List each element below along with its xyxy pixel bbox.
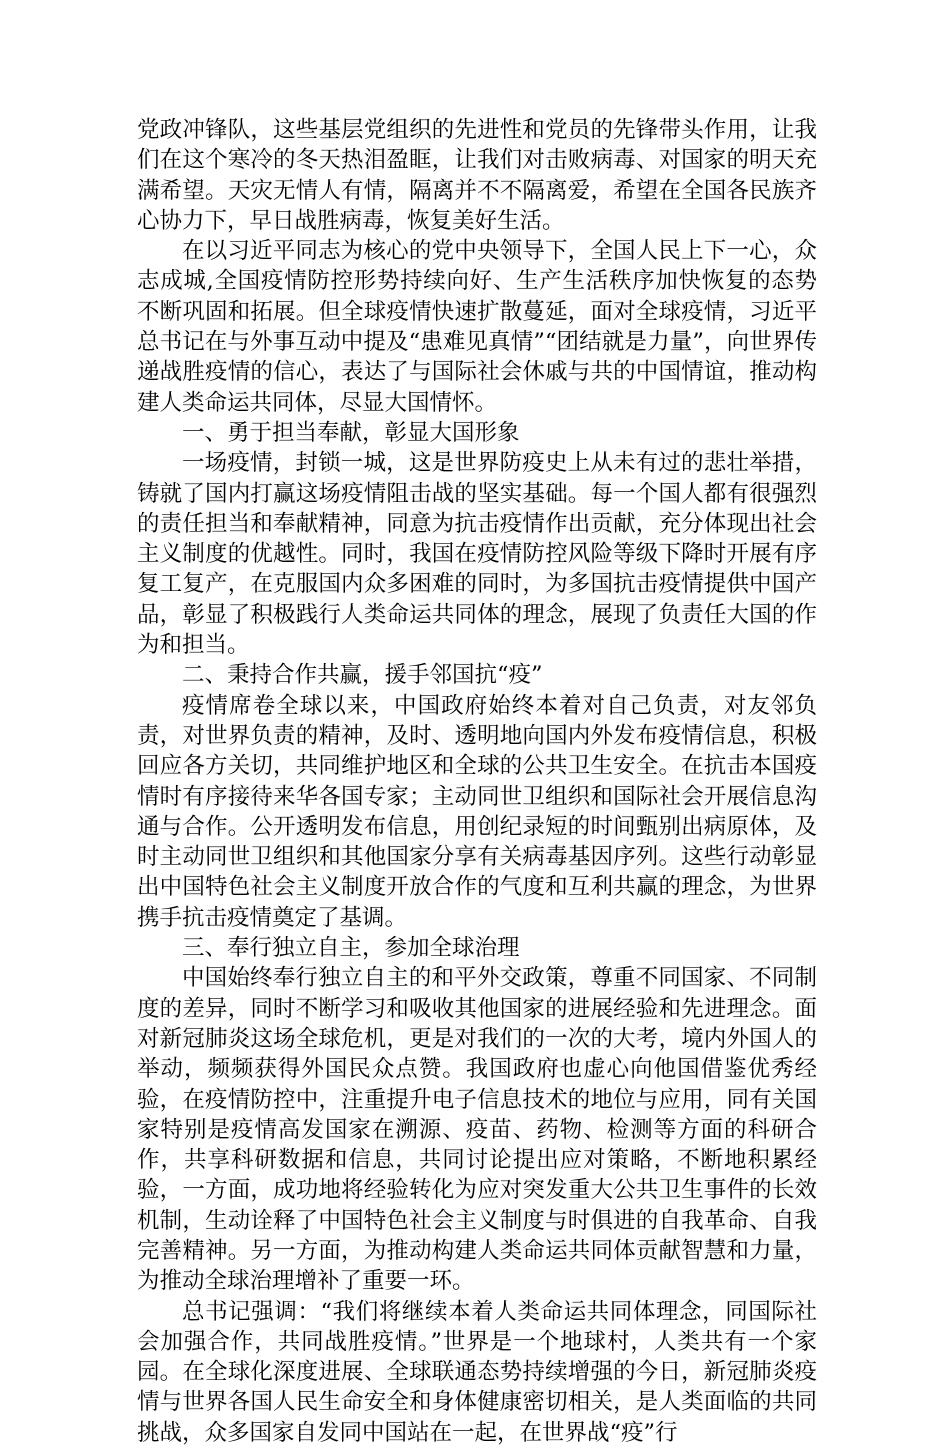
- paragraph-6: 总书记强调：“我们将继续本着人类命运共同体理念，同国际社会加强合作，共同战胜疫情。”世界是一个地球村，人类共有一个家园。在全球化深度进展、全球联通态势持续增强的今日，新冠肺炎疫情与世界各国人民生命安全和身体健康密切相关，是人类面临的共同挑战，众多国家自发同中国站在一起，在世界战“疫”行: [137, 1298, 817, 1446]
- document-body: [137, 115, 817, 1448]
- paragraph-5: 中国始终奉行独立自主的和平外交政策，尊重不同国家、不同制度的差异，同时不断学习和吸收其他国家的进展经验和先进理念。面对新冠肺炎这场全球危机，更是对我们的一次的大考，境内外国人的举动，频频获得外国民众点赞。我国政府也虚心向他国借鉴优秀经验，在疫情防控中，注重提升电子信息技术的地位与应用，同有关国家特别是疫情高发国家在溯源、疫苗、药物、检测等方面的科研合作，共享科研数据和信息，共同讨论提出应对策略，不断地积累经验，一方面，成功地将经验转化为应对突发重大公共卫生事件的长效机制，生动诠释了中国特色社会主义制度与时俱进的自我革命、自我完善精神。另一方面，为推动构建人类命运共同体贡献智慧和力量，为推动全球治理增补了重要一环。: [137, 965, 817, 1295]
- paragraph-3: 一场疫情，封锁一城，这是世界防疫史上从未有过的悲壮举措，铸就了国内打赢这场疫情阻击战的坚实基础。每一个国人都有很强烈的责任担当和奉献精神，同意为抗击疫情作出贡献，充分体现出社会主义制度的优越性。同时，我国在疫情防控风险等级下降时开展有序复工复产，在克服国内众多困难的同时，为多国抗击疫情提供中国产品，彰显了积极践行人类命运共同体的理念，展现了负责任大国的作为和担当。: [137, 450, 817, 659]
- section-heading-1: 一、勇于担当奉献，彰显大国形象: [182, 419, 520, 446]
- paragraph-2: 在以习近平同志为核心的党中央领导下，全国人民上下一心，众志成城,全国疫情防控形势持续向好、生产生活秩序加快恢复的态势不断巩固和拓展。但全球疫情快速扩散蔓延，面对全球疫情，习近平总书记在与外事互动中提及“患难见真情”“团结就是力量”，向世界传递战胜疫情的信心，表达了与国际社会休戚与共的中国情谊，推动构建人类命运共同体，尽显大国情怀。: [137, 238, 817, 416]
- paragraph-4: 疫情席卷全球以来，中国政府始终本着对自己负责，对友邻负责，对世界负责的精神，及时、透明地向国内外发布疫情信息，积极回应各方关切，共同维护地区和全球的公共卫生安全。在抗击本国疫情时有序接待来华各国专家；主动同世卫组织和国际社会开展信息沟通与合作。公开透明发布信息，用创纪录短的时间甄别出病原体，及时主动同世卫组织和其他国家分享有关病毒基因序列。这些行动彰显出中国特色社会主义制度开放合作的气度和互利共赢的理念，为世界携手抗击疫情奠定了基调。: [137, 692, 817, 931]
- section-heading-3: 三、奉行独立自主，参加全球治理: [182, 935, 520, 962]
- section-heading-2: 二、秉持合作共赢，援手邻国抗“疫”: [182, 662, 543, 689]
- paragraph-1: 党政冲锋队，这些基层党组织的先进性和党员的先锋带头作用，让我们在这个寒冷的冬天热泪盈眶，让我们对击败病毒、对国家的明天充满希望。天灾无情人有情，隔离并不不隔离爱，希望在全国各民族齐心协力下，早日战胜病毒，恢复美好生活。: [137, 117, 817, 234]
